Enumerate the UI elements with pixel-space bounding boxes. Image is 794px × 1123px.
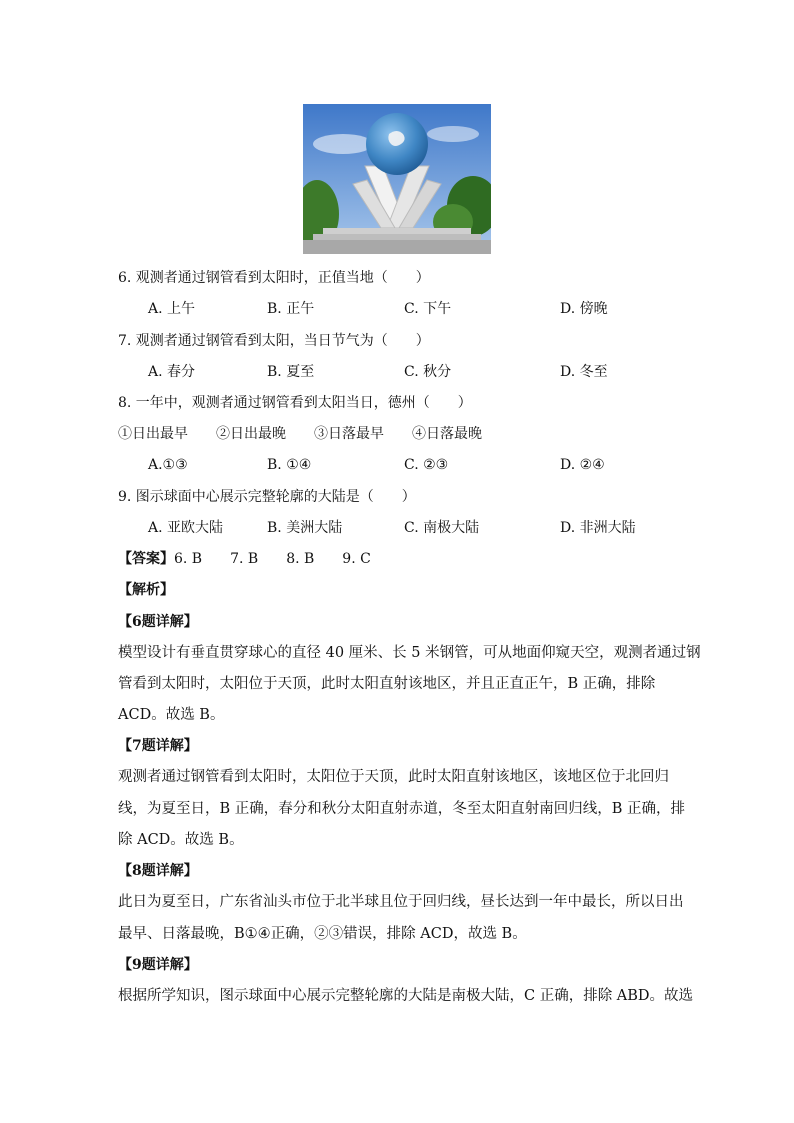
- q8-option-c: C. ②③: [404, 457, 449, 473]
- q7-option-d: D. 冬至: [560, 364, 608, 380]
- detail-6-line-1: 模型设计有垂直贯穿球心的直径 40 厘米、长 5 米钢管，可从地面仰窥天空，观测者通过钢: [118, 645, 701, 661]
- detail-7-label: 【7题详解】: [118, 738, 198, 754]
- detail-9-label: 【9题详解】: [118, 957, 198, 973]
- detail-6-label: 【6题详解】: [118, 614, 198, 630]
- question-8-statements: ①日出最早 ②日出最晚 ③日落最早 ④日落最晚: [118, 426, 482, 442]
- q6-option-d: D. 傍晚: [560, 301, 608, 317]
- detail-7-line-2: 线，为夏至日，B 正确，春分和秋分太阳直射赤道，冬至太阳直射南回归线，B 正确，排: [118, 801, 686, 817]
- answer-line: [118, 549, 371, 569]
- answer-text: 6. B 7. B 8. B 9. C: [174, 551, 371, 567]
- q9-option-d: D. 非洲大陆: [560, 520, 636, 536]
- question-8-stem: 8. 一年中，观测者通过钢管看到太阳当日，德州（ ）: [118, 395, 472, 411]
- globe-monument-image: [303, 104, 491, 254]
- analysis-label: 【解析】: [118, 582, 174, 598]
- q8-option-a: A.①③: [148, 457, 188, 473]
- question-9-stem: 9. 图示球面中心展示完整轮廓的大陆是（ ）: [118, 489, 416, 505]
- detail-6-line-2: 管看到太阳时，太阳位于天顶，此时太阳直射该地区，并且正直正午，B 正确，排除: [118, 676, 656, 692]
- q9-option-a: A. 亚欧大陆: [148, 520, 224, 536]
- question-6-stem: 6. 观测者通过钢管看到太阳时，正值当地（ ）: [118, 270, 430, 286]
- answer-label: 【答案】: [118, 551, 174, 567]
- detail-6-line-3: ACD。故选 B。: [118, 707, 225, 723]
- q9-option-c: C. 南极大陆: [404, 520, 480, 536]
- detail-7-line-1: 观测者通过钢管看到太阳时，太阳位于天顶，此时太阳直射该地区，该地区位于北回归: [118, 769, 669, 785]
- q8-option-b: B. ①④: [267, 457, 312, 473]
- detail-7-line-3: 除 ACD。故选 B。: [118, 832, 244, 848]
- q7-option-b: B. 夏至: [267, 364, 315, 380]
- question-7-stem: 7. 观测者通过钢管看到太阳，当日节气为（ ）: [118, 333, 430, 349]
- detail-9-line-1: 根据所学知识，图示球面中心展示完整轮廓的大陆是南极大陆，C 正确，排除 ABD。故选: [118, 988, 694, 1004]
- q9-option-b: B. 美洲大陆: [267, 520, 343, 536]
- q6-option-c: C. 下午: [404, 301, 452, 317]
- q8-option-d: D. ②④: [560, 457, 605, 473]
- detail-8-label: 【8题详解】: [118, 863, 198, 879]
- q6-option-b: B. 正午: [267, 301, 315, 317]
- q7-option-a: A. 春分: [148, 364, 196, 380]
- q6-option-a: A. 上午: [148, 301, 196, 317]
- detail-8-line-2: 最早、日落最晚，B①④正确，②③错误，排除 ACD，故选 B。: [118, 926, 527, 942]
- detail-8-line-1: 此日为夏至日，广东省汕头市位于北半球且位于回归线，昼长达到一年中最长，所以日出: [118, 894, 684, 910]
- q7-option-c: C. 秋分: [404, 364, 452, 380]
